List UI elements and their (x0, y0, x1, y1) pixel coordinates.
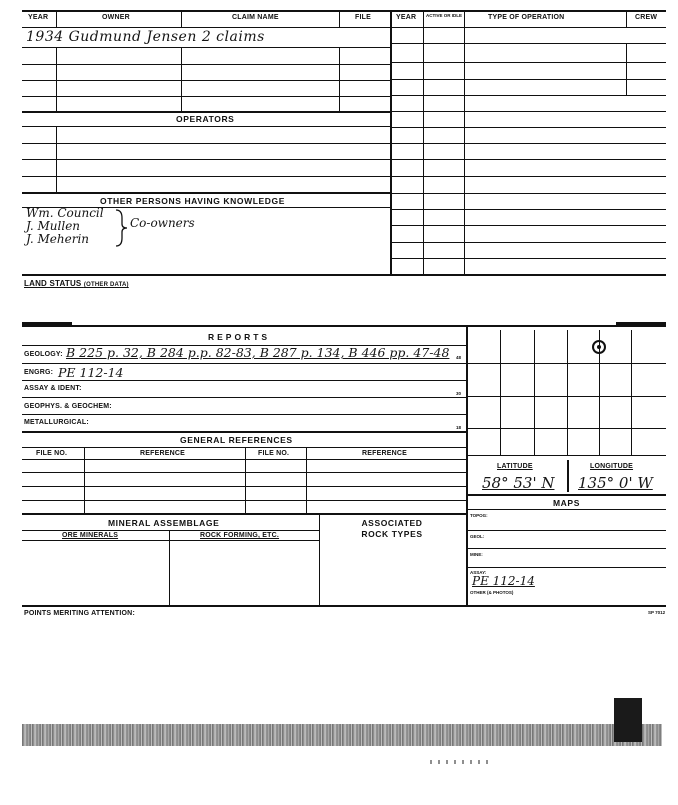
maps-mine: MINE: (470, 552, 483, 557)
scan-artifact-specks (430, 760, 490, 764)
assay-label: ASSAY & IDENT: (24, 385, 82, 392)
co-owners-note: Co-owners (130, 216, 195, 230)
other-person-1: Wm. Council (26, 206, 104, 220)
reports-title: REPORTS (208, 332, 271, 342)
header-claim-name: CLAIM NAME (232, 14, 279, 21)
header-crew: CREW (635, 14, 658, 21)
latitude-value: 58° 53' N (482, 474, 555, 492)
metallurgical-label: METALLURGICAL: (24, 419, 89, 426)
points-meriting-attention: POINTS MERITING ATTENTION: (24, 610, 135, 617)
longitude-value: 135° 0' W (578, 474, 653, 492)
scan-artifact-block (614, 698, 642, 742)
header-active-or-idle: ACTIVE OR IDLE (426, 13, 463, 18)
maps-topog: TOPOG: (470, 513, 488, 518)
associated-rock-types: ASSOCIATED ROCK TYPES (361, 518, 423, 539)
maps-geol: GEOL: (470, 534, 485, 539)
header-file: FILE (355, 14, 371, 21)
geology-label: GEOLOGY: (24, 351, 63, 358)
land-status-label (24, 279, 129, 288)
land-status-text: LAND STATUS (24, 279, 82, 288)
operators-title: OPERATORS (176, 114, 235, 124)
margin-number-2: 30 (456, 391, 462, 396)
form-number: SP 7012 (648, 610, 666, 615)
geophys-label: GEOPHYS. & GEOCHEM: (24, 403, 112, 410)
reference-label-2: REFERENCE (362, 450, 407, 457)
header-year: YEAR (28, 14, 49, 21)
location-marker-icon (591, 339, 607, 355)
margin-number-1: 48 (456, 355, 462, 360)
engrg-value: PE 112-14 (58, 365, 124, 380)
owner-entry: 1934 Gudmund Jensen 2 claims (26, 29, 265, 45)
other-persons-title: OTHER PERSONS HAVING KNOWLEDGE (100, 196, 286, 206)
longitude-label: LONGITUDE (590, 463, 634, 470)
maps-other: OTHER (& PHOTOS) (470, 590, 514, 595)
file-no-label-1: FILE NO. (36, 450, 68, 457)
general-references-title: GENERAL REFERENCES (180, 435, 293, 445)
other-person-2: J. Mullen (26, 219, 81, 233)
other-person-3: J. Meherin (26, 232, 90, 246)
maps-assay: ASSAY: (470, 570, 487, 575)
land-status-sublabel: (OTHER DATA) (83, 282, 129, 288)
header-year-2: YEAR (396, 14, 417, 21)
header-type-of-operation: TYPE OF OPERATION (488, 14, 565, 21)
margin-number-3: 18 (456, 425, 462, 430)
engrg-label: ENGRG: (24, 369, 54, 376)
rock-forming-label: ROCK FORMING, ETC. (200, 532, 280, 539)
file-no-label-2: FILE NO. (258, 450, 290, 457)
brace-icon (114, 208, 128, 248)
mineral-assemblage-title: MINERAL ASSEMBLAGE (108, 518, 220, 528)
reference-label-1: REFERENCE (140, 450, 185, 457)
latitude-label: LATITUDE (497, 463, 533, 470)
maps-title: MAPS (553, 498, 580, 508)
scan-artifact-band (22, 724, 662, 746)
maps-assay-value: PE 112-14 (472, 574, 535, 588)
geology-value: B 225 p. 32, B 284 p.p. 82-83, B 287 p. 134, B 446 pp. 47-48 (66, 345, 450, 360)
header-owner: OWNER (102, 14, 130, 21)
ore-minerals-label: ORE MINERALS (62, 532, 119, 539)
